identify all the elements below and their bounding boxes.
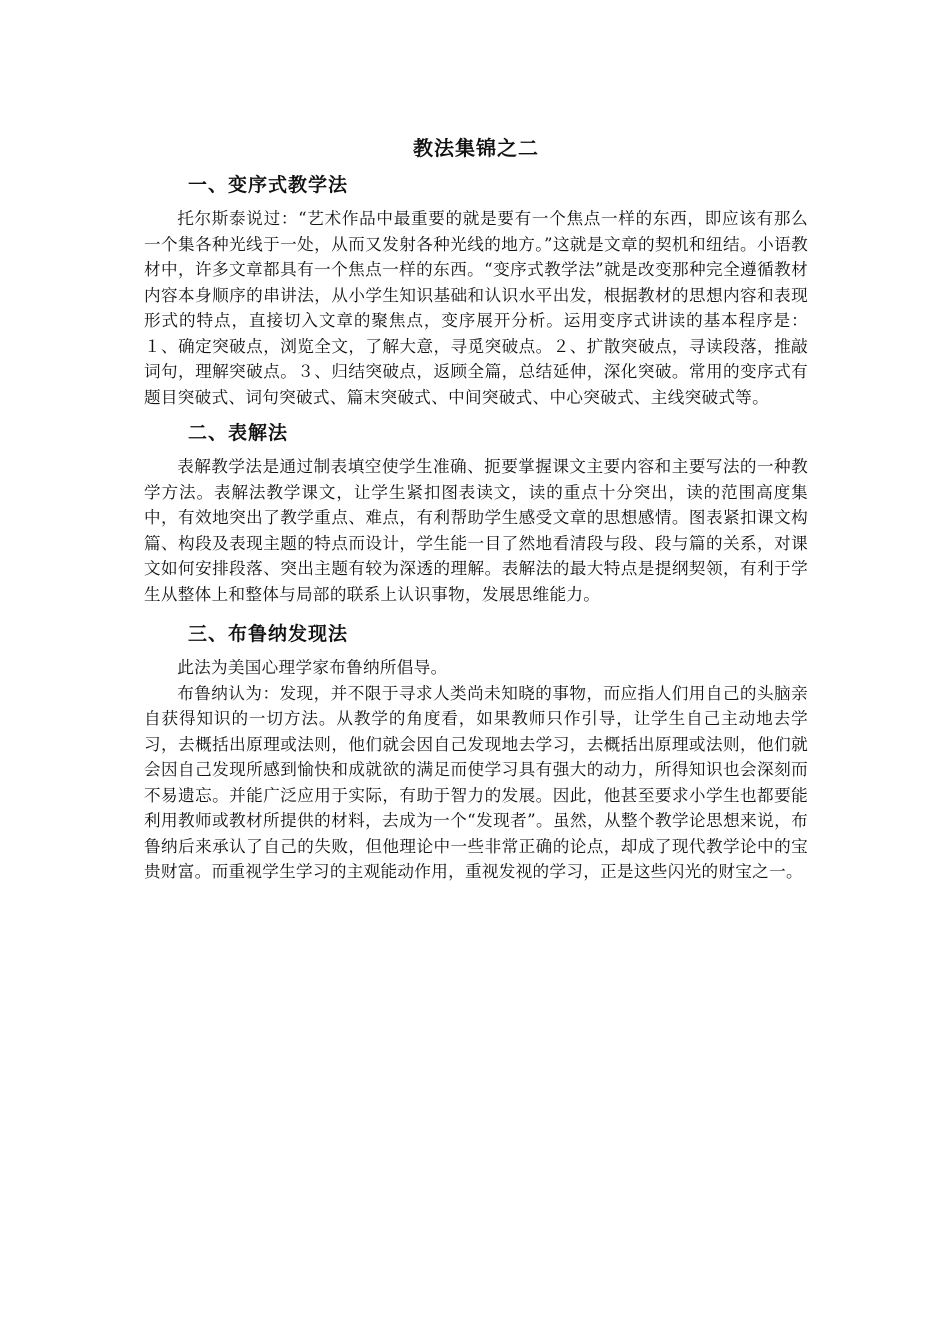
- paragraph: 托尔斯泰说过：“艺术作品中最重要的就是要有一个焦点一样的东西，即应该有那么一个集各种光线于一处，从而又发射各种光线的地方。”这就是文章的契机和纽结。小语教材中，许多文章都具有一个焦点一样的东西。“变序式教学法”就是改变那种完全遵循教材内容本身顺序的串讲法，从小学生知识基础和认识水平出发，根据教材的思想内容和表现形式的特点，直接切入文章的聚焦点，变序展开分析。运用变序式讲读的基本程序是：１、确定突破点，浏览全文，了解大意，寻觅突破点。２、扩散突破点，寻读段落，推敲词句，理解突破点。３、归结突破点，返顾全篇，总结延伸，深化突破。常用的变序式有题目突破式、词句突破式、篇末突破式、中间突破式、中心突破式、主线突破式等。: [144, 209, 808, 407]
- section-body: [144, 655, 808, 885]
- document-title: 教法集锦之二: [413, 136, 539, 160]
- paragraph: 此法为美国心理学家布鲁纳所倡导。: [177, 658, 448, 677]
- paragraph: 布鲁纳认为：发现，并不限于寻求人类尚未知晓的事物，而应指人们用自己的头脑亲自获得知识的一切方法。从教学的角度看，如果教师只作引导，让学生自己主动地去学习，去概括出原理或法则，他们就会因自己发现地去学习，去概括出原理或法则，他们就会因自己发现所感到愉快和成就欲的满足而使学习具有强大的动力，所得知识也会深刻而不易遗忘。并能广泛应用于实际，有助于智力的发展。因此，他甚至要求小学生也都要能利用教师或教材所提供的材料，去成为一个“发现者”。虽然，从整个教学论思想来说，布鲁纳后来承认了自己的失败，但他理论中一些非常正确的论点，却成了现代教学论中的宝贵财富。而重视学生学习的主观能动作用，重视发视的学习，正是这些闪光的财宝之一。: [144, 683, 808, 881]
- document-page: [144, 132, 808, 891]
- section-variable-order-method: [144, 168, 808, 410]
- section-heading: 三、布鲁纳发现法: [188, 623, 349, 645]
- section-table-method: [144, 416, 808, 607]
- section-bruner-discovery-method: [144, 617, 808, 885]
- section-body: [144, 454, 808, 607]
- section-heading: 一、变序式教学法: [188, 174, 349, 196]
- section-body: [144, 206, 808, 410]
- paragraph: 表解教学法是通过制表填空使学生准确、扼要掌握课文主要内容和主要写法的一种教学方法。表解法教学课文，让学生紧扣图表读文，读的重点十分突出，读的范围高度集中，有效地突出了教学重点、难点，有利帮助学生感受文章的思想感情。图表紧扣课文构篇、构段及表现主题的特点而设计，学生能一目了然地看清段与段、段与篇的关系，对课文如何安排段落、突出主题有较为深透的理解。表解法的最大特点是提纲契领，有利于学生从整体上和整体与局部的联系上认识事物，发展思维能力。: [144, 457, 808, 604]
- section-heading: 二、表解法: [188, 422, 289, 444]
